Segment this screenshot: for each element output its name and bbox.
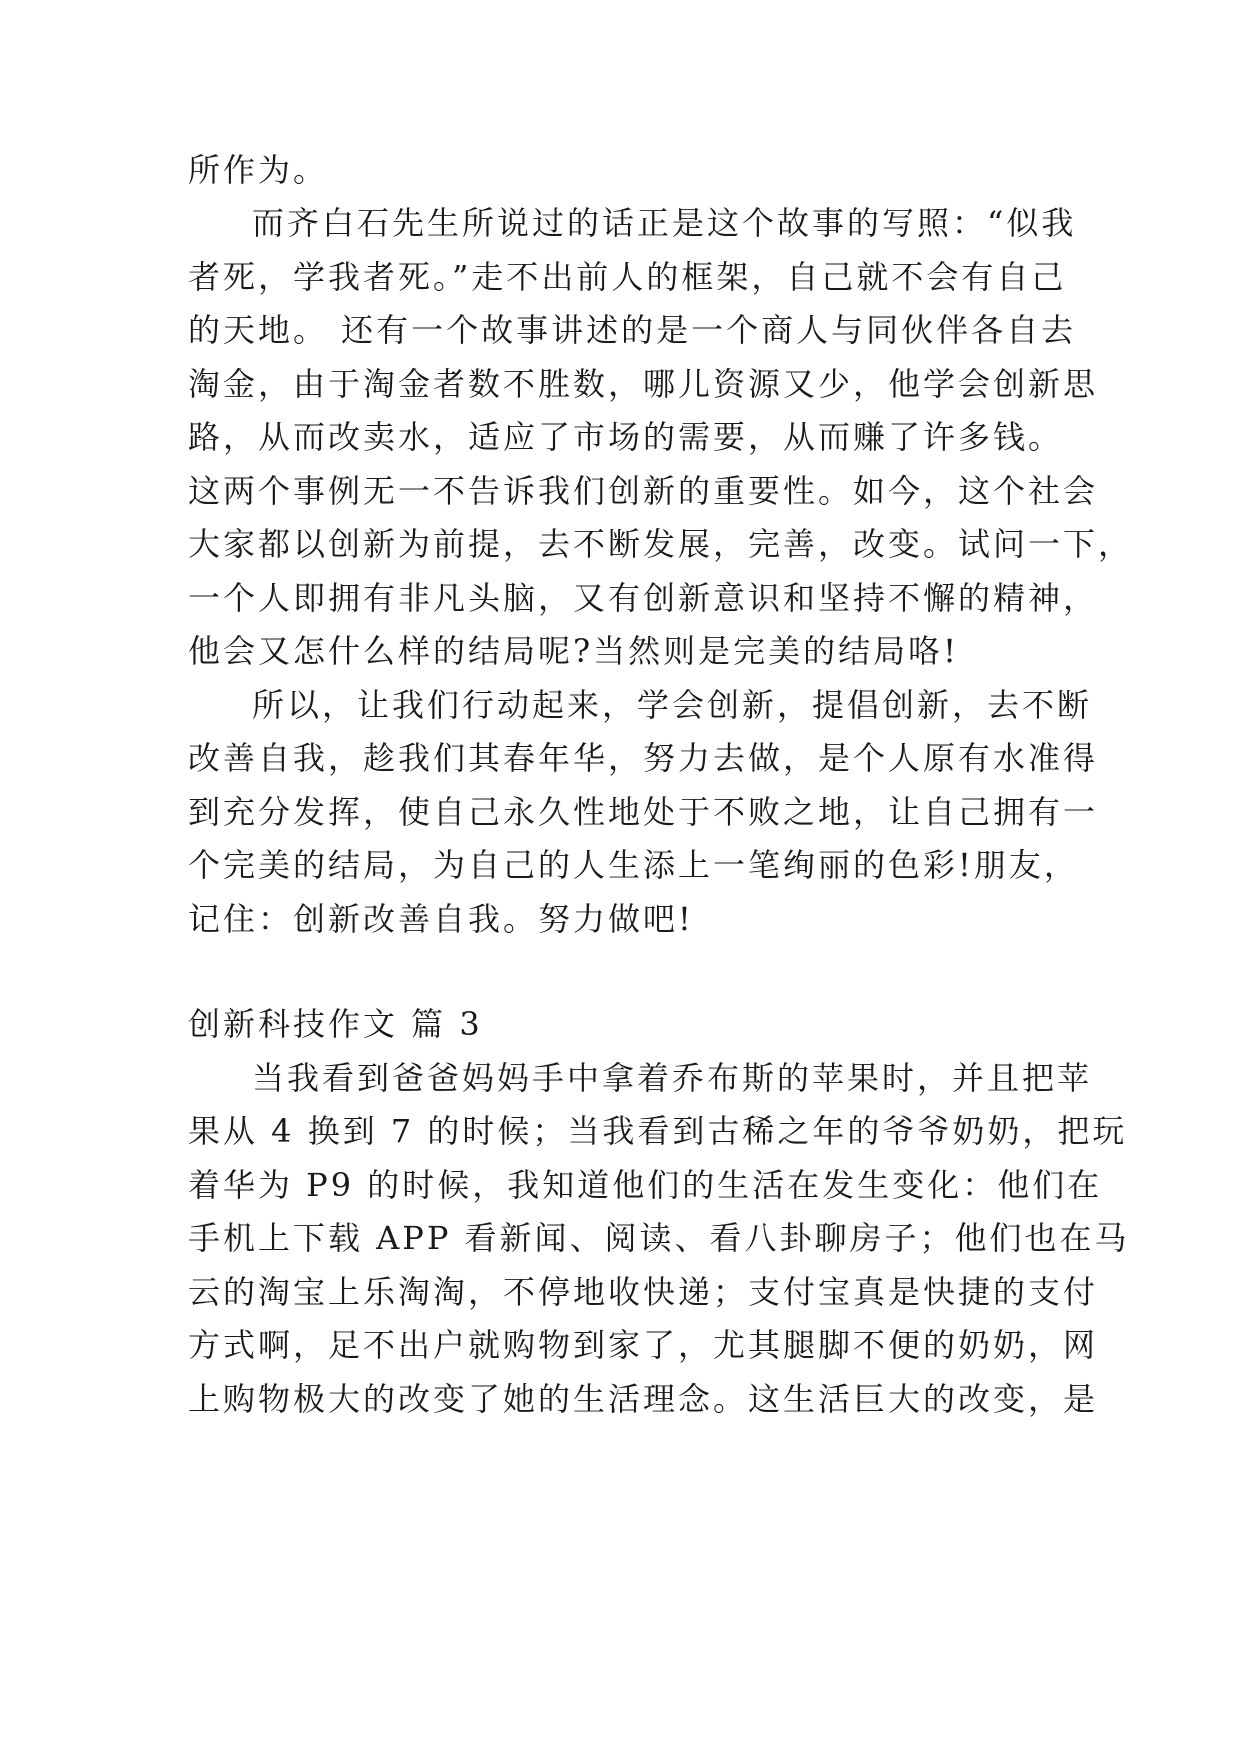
text-line: 淘金，由于淘金者数不胜数，哪儿资源又少，他学会创新思	[188, 365, 1099, 403]
paragraph-start-line: 而齐白石先生所说过的话正是这个故事的写照：“似我	[252, 204, 1077, 242]
paragraph-start-line: 当我看到爸爸妈妈手中拿着乔布斯的苹果时，并且把苹	[252, 1059, 1093, 1097]
text-line: 到充分发挥，使自己永久性地处于不败之地，让自己拥有一	[188, 793, 1099, 831]
text-line: 这两个事例无一不告诉我们创新的重要性。如今，这个社会	[188, 472, 1099, 510]
text-line: 路，从而改卖水，适应了市场的需要，从而赚了许多钱。	[188, 418, 1064, 456]
text-line: 着华为 P9 的时候，我知道他们的生活在发生变化：他们在	[188, 1166, 1103, 1204]
text-line: 他会又怎什么样的结局呢?当然则是完美的结局咯!	[188, 632, 960, 670]
text-line: 一个人即拥有非凡头脑，又有创新意识和坚持不懈的精神，	[188, 579, 1099, 617]
text-line: 手机上下载 APP 看新闻、阅读、看八卦聊房子；他们也在马	[188, 1219, 1130, 1257]
text-line: 记住：创新改善自我。努力做吧!	[188, 900, 694, 938]
text-line: 上购物极大的改变了她的生活理念。这生活巨大的改变，是	[188, 1380, 1099, 1418]
text-line: 所作为。	[188, 151, 329, 189]
text-line: 方式啊，足不出户就购物到家了，尤其腿脚不便的奶奶，网	[188, 1326, 1099, 1364]
text-line: 者死，学我者死。”走不出前人的框架，自己就不会有自己	[188, 258, 1067, 296]
text-line: 个完美的结局，为自己的人生添上一笔绚丽的色彩!朋友，	[188, 846, 1079, 884]
text-line: 果从 4 换到 7 的时候；当我看到古稀之年的爷爷奶奶，把玩	[188, 1112, 1128, 1150]
section-heading: 创新科技作文 篇 3	[188, 1005, 483, 1043]
text-line: 大家都以创新为前提，去不断发展，完善，改变。试问一下，	[188, 525, 1134, 563]
text-line: 云的淘宝上乐淘淘，不停地收快递；支付宝真是快捷的支付	[188, 1273, 1099, 1311]
paragraph-start-line: 所以，让我们行动起来，学会创新，提倡创新，去不断	[252, 686, 1093, 724]
text-line: 改善自我，趁我们其春年华，努力去做，是个人原有水准得	[188, 739, 1099, 777]
text-line: 的天地。 还有一个故事讲述的是一个商人与同伙伴各自去	[188, 311, 1077, 349]
